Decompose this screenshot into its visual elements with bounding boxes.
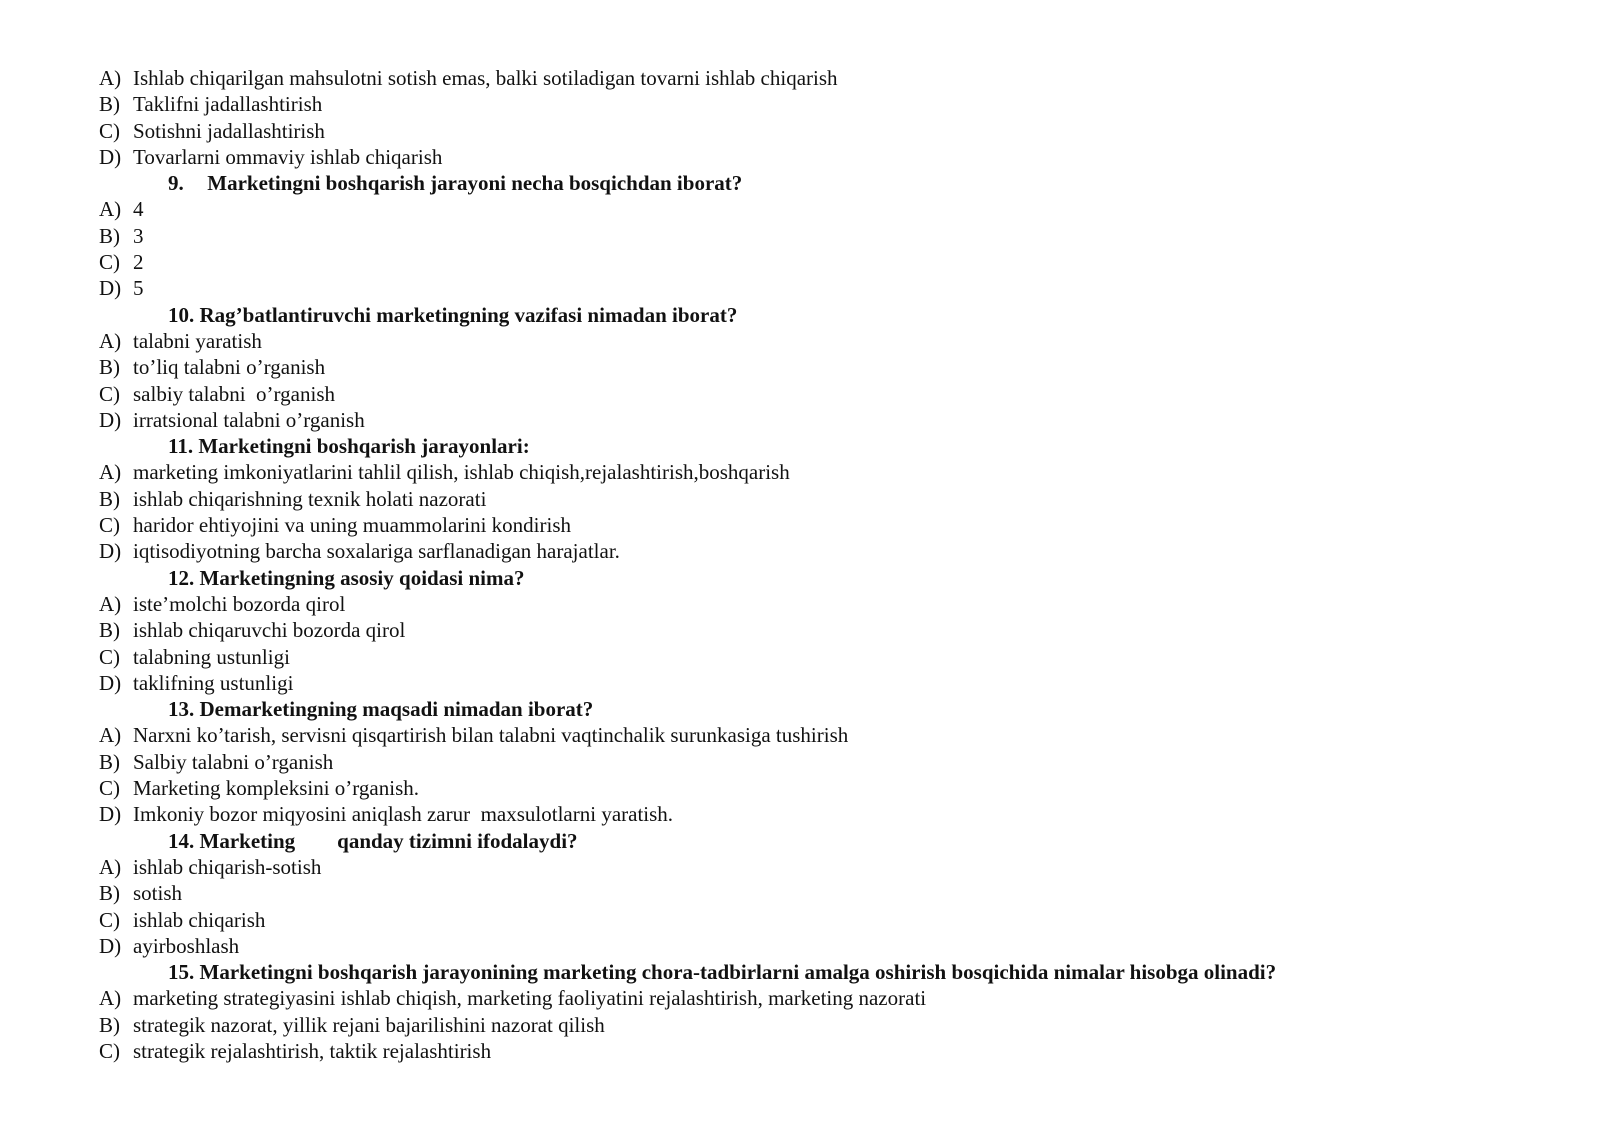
answer-option [99,644,1559,670]
answer-option [99,538,1559,564]
answer-option [99,459,1559,485]
option-letter: A) [99,986,122,1011]
question-heading [99,433,1559,459]
option-letter: A) [99,66,122,90]
option-letter: D) [99,144,122,169]
option-text: talabning ustunligi [133,644,290,669]
option-text: salbiy talabni o’rganish [133,381,335,406]
answer-option [99,328,1559,354]
question-block [99,828,1559,959]
question-number: 10. [168,302,195,327]
option-letter: A) [99,197,122,222]
option-text: 4 [133,197,144,222]
question-text: Rag’batlantiruvchi marketingning vazifasi nimadan iborat? [199,302,738,327]
option-letter: C) [99,118,120,143]
option-text: Narxni ko’tarish, servisni qisqartirish bilan talabni vaqtinchalik surunkasiga tushirish [133,723,849,748]
question-block [99,696,1559,827]
question-number: 12. [168,565,195,590]
option-letter: B) [99,223,120,248]
question-heading [99,170,1559,196]
option-letter: C) [99,1038,120,1063]
question-block [99,302,1559,433]
option-letter: A) [99,460,122,485]
option-letter: D) [99,933,122,958]
answer-option [99,144,1559,170]
option-letter: A) [99,854,122,879]
option-letter: A) [99,328,122,353]
answer-option [99,118,1559,144]
question-heading [99,959,1559,985]
option-text: marketing strategiyasini ishlab chiqish, marketing faoliyatini rejalashtirish, marketing nazorati [133,986,927,1011]
option-text: talabni yaratish [133,328,262,353]
option-letter: B) [99,618,120,643]
option-letter: C) [99,381,120,406]
option-text: Taklifni jadallashtirish [133,92,323,117]
question-text: Marketingni boshqarish jarayonlari: [198,434,530,459]
answer-option [99,91,1559,117]
question-heading [99,696,1559,722]
option-text: Tovarlarni ommaviy ishlab chiqarish [133,144,443,169]
option-text: iste’molchi bozorda qirol [133,591,346,616]
option-letter: B) [99,92,120,117]
option-text: sotish [133,881,183,906]
answer-option [99,65,1559,91]
question-text: Marketing qanday tizimni ifodalaydi? [199,828,578,853]
question-heading [99,565,1559,591]
answer-option [99,907,1559,933]
answer-option [99,880,1559,906]
question-number: 15. [168,960,195,985]
answer-option [99,223,1559,249]
option-text: marketing imkoniyatlarini tahlil qilish, ishlab chiqish,rejalashtirish,boshqarish [133,460,790,485]
document-page [99,65,1559,1064]
question-number: 9. [168,171,184,196]
question-block [99,433,1559,564]
option-text: ishlab chiqarish-sotish [133,854,322,879]
option-letter: C) [99,907,120,932]
option-text: ayirboshlash [133,933,240,958]
answer-option [99,275,1559,301]
option-letter: B) [99,749,120,774]
answer-option [99,617,1559,643]
answer-option [99,407,1559,433]
option-text: taklifning ustunligi [133,670,294,695]
answer-option [99,1038,1559,1064]
option-text: strategik nazorat, yillik rejani bajarilishini nazorat qilish [133,1012,605,1037]
answer-option [99,1012,1559,1038]
option-letter: B) [99,881,120,906]
option-letter: B) [99,486,120,511]
option-letter: A) [99,723,122,748]
answer-option [99,749,1559,775]
option-text: to’liq talabni o’rganish [133,355,326,380]
question-number: 11. [168,434,194,459]
option-letter: D) [99,802,122,827]
option-text: Marketing kompleksini o’rganish. [133,776,419,801]
option-letter: D) [99,407,122,432]
answer-option [99,854,1559,880]
option-letter: C) [99,250,120,275]
answer-option [99,670,1559,696]
option-text: 3 [133,223,144,248]
question-text: Demarketingning maqsadi nimadan iborat? [199,697,594,722]
answer-option [99,512,1559,538]
question-block [99,565,1559,696]
option-text: ishlab chiqarishning texnik holati nazorati [133,486,487,511]
option-letter: D) [99,670,122,695]
option-letter: C) [99,513,120,538]
option-text: ishlab chiqarish [133,907,266,932]
question-8-options [99,65,1559,170]
answer-option [99,591,1559,617]
question-heading [99,302,1559,328]
answer-option [99,381,1559,407]
question-number: 14. [168,828,195,853]
question-number: 13. [168,697,195,722]
answer-option [99,196,1559,222]
option-text: 2 [133,250,144,275]
option-letter: A) [99,591,122,616]
option-letter: B) [99,355,120,380]
option-letter: D) [99,539,122,564]
question-heading [99,828,1559,854]
option-text: strategik rejalashtirish, taktik rejalashtirish [133,1038,492,1063]
answer-option [99,486,1559,512]
question-text: Marketingning asosiy qoidasi nima? [199,565,525,590]
option-text: ishlab chiqaruvchi bozorda qirol [133,618,406,643]
answer-option [99,722,1559,748]
answer-option [99,985,1559,1011]
option-letter: B) [99,1012,120,1037]
option-letter: C) [99,776,120,801]
answer-option [99,249,1559,275]
option-text: Salbiy talabni o’rganish [133,749,334,774]
option-letter: C) [99,644,120,669]
question-text: Marketingni boshqarish jarayonining marketing chora-tadbirlarni amalga oshirish bosqichida nimalar hisobga olinadi? [199,960,1277,985]
question-block [99,959,1559,1064]
answer-option [99,933,1559,959]
answer-option [99,354,1559,380]
option-text: 5 [133,276,144,301]
option-text: haridor ehtiyojini va uning muammolarini kondirish [133,513,572,538]
option-text: Sotishni jadallashtirish [133,118,325,143]
answer-option [99,775,1559,801]
option-letter: D) [99,276,122,301]
option-text: irratsional talabni o’rganish [133,407,365,432]
option-text: Ishlab chiqarilgan mahsulotni sotish emas, balki sotiladigan tovarni ishlab chiqarish [133,66,838,90]
option-text: iqtisodiyotning barcha soxalariga sarflanadigan harajatlar. [133,539,620,564]
question-block [99,170,1559,301]
answer-option [99,801,1559,827]
option-text: Imkoniy bozor miqyosini aniqlash zarur maxsulotlarni yaratish. [133,802,674,827]
question-text: Marketingni boshqarish jarayoni necha bosqichdan iborat? [207,171,743,196]
